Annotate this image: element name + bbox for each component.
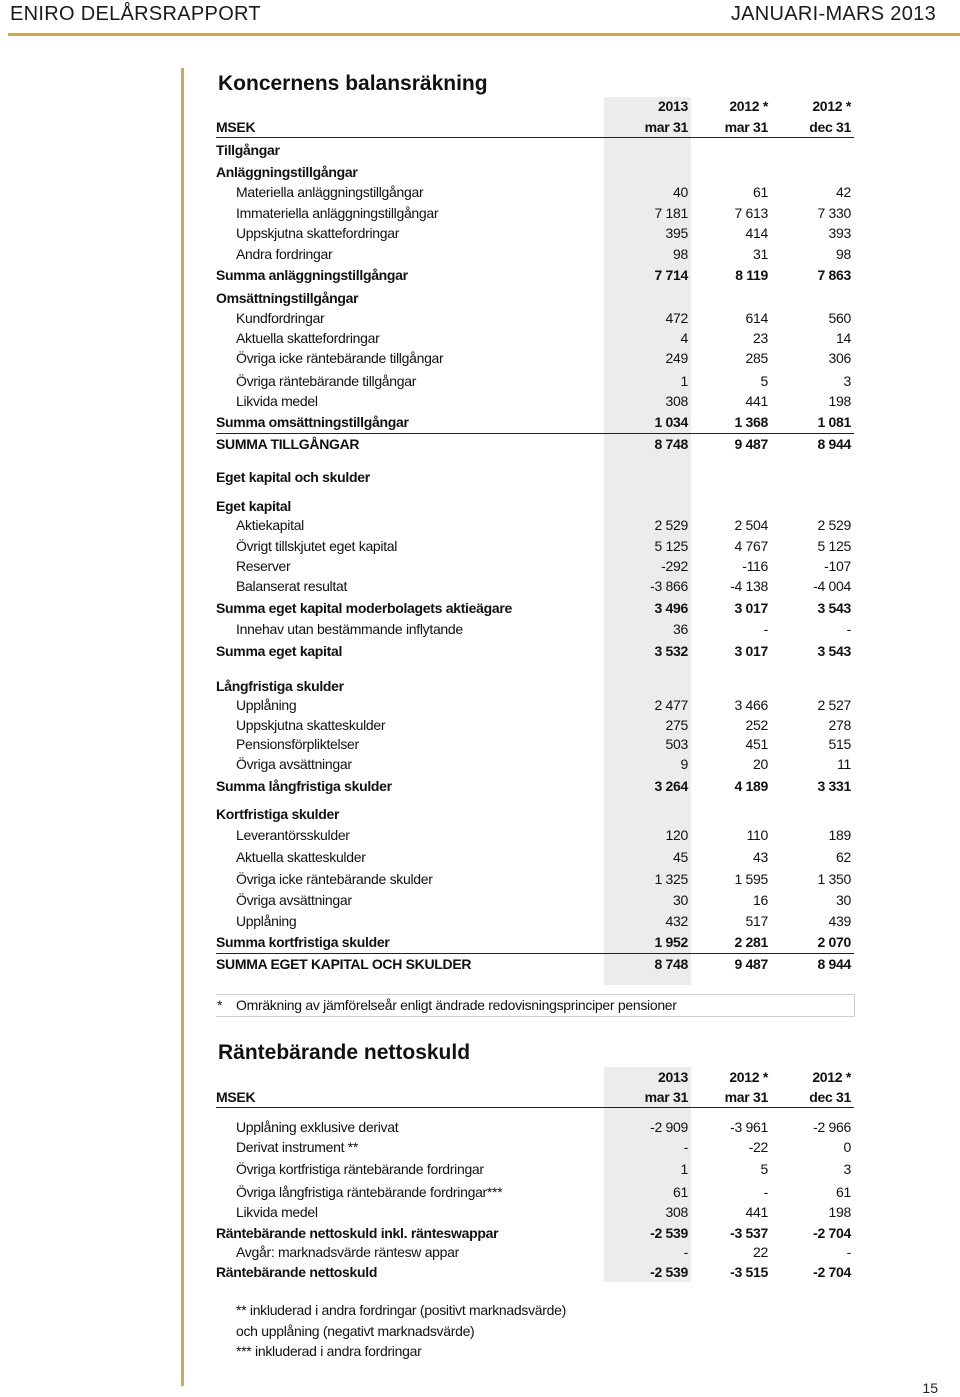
balance-row-label: Övriga icke räntebärande skulder	[236, 871, 433, 887]
balance-row	[216, 372, 856, 391]
balance-row	[216, 557, 856, 576]
debt-row-value-3: -2 966	[813, 1119, 851, 1135]
debt-row-label: Räntebärande nettoskuld	[216, 1264, 378, 1280]
debt-row-value-2: -3 961	[730, 1119, 768, 1135]
footnote-star: *	[217, 997, 223, 1013]
balance-row-value-2: 20	[753, 756, 768, 772]
balance-row-value-1: 3 532	[654, 643, 688, 659]
debt-row-value-1: -2 539	[650, 1264, 688, 1280]
balance-row-value-3: 189	[828, 827, 851, 843]
balance-row	[216, 204, 856, 223]
balance-row	[216, 468, 856, 487]
debt-row-value-2: -3 537	[730, 1225, 768, 1241]
balance-row-label: Likvida medel	[236, 393, 318, 409]
debt-col-year-3: 2012 *	[812, 1069, 851, 1085]
balance-row-value-3: 1 081	[817, 414, 851, 430]
balance-row-value-3: 306	[828, 350, 851, 366]
balance-row-value-3: 1 350	[817, 871, 851, 887]
page-header	[0, 0, 960, 36]
debt-column-date-row	[216, 1088, 856, 1107]
balance-row-value-3: 8 944	[817, 956, 851, 972]
debt-column-year-row	[216, 1068, 856, 1087]
balance-row-value-1: 1 952	[654, 934, 688, 950]
balance-row	[216, 392, 856, 411]
balance-row-value-3: 2 070	[817, 934, 851, 950]
debt-row	[216, 1183, 856, 1202]
balance-row-value-3: 439	[828, 913, 851, 929]
balance-row-value-1: 1 034	[654, 414, 688, 430]
balance-row-value-2: -4 138	[730, 578, 768, 594]
balance-row	[216, 413, 856, 432]
col-year-2: 2012 *	[729, 98, 768, 114]
debt-row-value-2: -	[763, 1184, 768, 1200]
balance-row	[216, 642, 856, 661]
balance-row-value-2: 252	[745, 717, 768, 733]
balance-row-value-3: 2 529	[817, 517, 851, 533]
debt-row-value-3: -2 704	[813, 1225, 851, 1241]
balance-row-label: SUMMA TILLGÅNGAR	[216, 436, 360, 452]
balance-row	[216, 912, 856, 931]
balance-row-value-1: 2 529	[654, 517, 688, 533]
balance-row-label: Eget kapital och skulder	[216, 469, 370, 485]
balance-row-label: SUMMA EGET KAPITAL OCH SKULDER	[216, 956, 472, 972]
balance-row	[216, 777, 856, 796]
debt-row	[216, 1203, 856, 1222]
balance-row-value-2: 9 487	[734, 436, 768, 452]
balance-row-value-3: 8 944	[817, 436, 851, 452]
debt-row-label: Likvida medel	[236, 1204, 318, 1220]
balance-row-value-1: 2 477	[654, 697, 688, 713]
balance-row-label: Långfristiga skulder	[216, 678, 344, 694]
balance-row-value-1: 308	[665, 393, 688, 409]
balance-row-value-2: 2 504	[734, 517, 768, 533]
balance-row-value-2: 2 281	[734, 934, 768, 950]
debt-row-value-1: -2 909	[650, 1119, 688, 1135]
balance-row-value-2: 414	[745, 225, 768, 241]
debt-row-value-3: 0	[843, 1139, 851, 1155]
balance-row-value-2: 4 189	[734, 778, 768, 794]
balance-row-value-1: 1 325	[654, 871, 688, 887]
balance-row-value-3: 42	[836, 184, 851, 200]
balance-row-value-1: 3 264	[654, 778, 688, 794]
balance-row-label: Immateriella anläggningstillgångar	[236, 205, 439, 221]
balance-row-value-1: 5 125	[654, 538, 688, 554]
balance-row-label: Övriga räntebärande tillgångar	[236, 373, 417, 389]
balance-sheet-title: Koncernens balansräkning	[218, 72, 488, 95]
debt-row	[216, 1118, 856, 1137]
balance-row	[216, 289, 856, 308]
debt-row-label: Räntebärande nettoskuld inkl. ränteswappar	[216, 1225, 499, 1241]
balance-row-label: Upplåning	[236, 697, 297, 713]
balance-row-value-1: -3 866	[650, 578, 688, 594]
balance-row-value-2: 8 119	[735, 267, 768, 283]
balance-row-label: Materiella anläggningstillgångar	[236, 184, 424, 200]
balance-row-value-3: 7 330	[817, 205, 851, 221]
total-liabilities-rule	[216, 953, 854, 954]
debt-row-value-1: 1	[680, 1161, 688, 1177]
debt-row-label: Upplåning exklusive derivat	[236, 1119, 399, 1135]
col-year-3: 2012 *	[812, 98, 851, 114]
balance-row	[216, 755, 856, 774]
balance-row	[216, 349, 856, 368]
balance-row-value-1: 432	[665, 913, 688, 929]
balance-row	[216, 224, 856, 243]
debt-row-value-3: 3	[843, 1161, 851, 1177]
balance-row-label: Summa långfristiga skulder	[216, 778, 392, 794]
balance-row-value-2: 3 017	[734, 600, 768, 616]
balance-row-value-3: 515	[828, 736, 851, 752]
balance-row-value-1: 249	[665, 350, 688, 366]
balance-row-value-1: 4	[680, 330, 688, 346]
balance-row-label: Anläggningstillgångar	[216, 164, 358, 180]
balance-row-value-1: 1	[680, 373, 688, 389]
debt-row-label: Övriga långfristiga räntebärande fordringar***	[236, 1184, 503, 1200]
balance-row-value-2: 4 767	[734, 538, 768, 554]
debt-row-value-2: -22	[748, 1139, 768, 1155]
balance-row-value-2: 3 017	[734, 643, 768, 659]
balance-row-value-3: 560	[828, 310, 851, 326]
balance-row	[216, 933, 856, 952]
balance-row	[216, 696, 856, 715]
debt-row-label: Derivat instrument **	[236, 1139, 359, 1155]
balance-row-value-3: 98	[836, 246, 851, 262]
balance-row-value-1: 9	[680, 756, 688, 772]
balance-row-value-3: 198	[828, 393, 851, 409]
balance-row-label: Summa kortfristiga skulder	[216, 934, 390, 950]
debt-row-value-3: 198	[828, 1204, 851, 1220]
balance-row	[216, 805, 856, 824]
balance-row-value-3: 62	[836, 849, 851, 865]
balance-row	[216, 245, 856, 264]
debt-row	[216, 1160, 856, 1179]
balance-row	[216, 826, 856, 845]
report-name: ENIRO DELÅRSRAPPORT	[10, 3, 261, 25]
balance-row	[216, 537, 856, 556]
page-number: 15	[922, 1380, 938, 1396]
balance-row	[216, 599, 856, 618]
balance-row-value-1: 7 181	[654, 205, 688, 221]
debt-footnote-2: och upplåning (negativt marknadsvärde)	[236, 1323, 475, 1339]
balance-row-value-3: 5 125	[817, 538, 851, 554]
balance-row-label: Balanserat resultat	[236, 578, 348, 594]
balance-row	[216, 848, 856, 867]
balance-row	[216, 677, 856, 696]
balance-row-label: Reserver	[236, 558, 291, 574]
balance-row-value-3: 3 543	[817, 600, 851, 616]
total-assets-rule	[216, 433, 854, 434]
balance-row	[216, 577, 856, 596]
debt-row-value-2: 22	[753, 1244, 768, 1260]
column-year-row	[216, 97, 856, 116]
balance-row-value-1: 503	[665, 736, 688, 752]
balance-row-value-3: 30	[836, 892, 851, 908]
balance-row-label: Summa anläggningstillgångar	[216, 267, 408, 283]
balance-row-label: Upplåning	[236, 913, 297, 929]
balance-row	[216, 183, 856, 202]
balance-row	[216, 163, 856, 182]
balance-row-value-2: -	[763, 621, 768, 637]
balance-row-label: Eget kapital	[216, 498, 291, 514]
balance-row-label: Leverantörsskulder	[236, 827, 350, 843]
balance-row-value-3: 2 527	[817, 697, 851, 713]
debt-row-value-1: -	[683, 1244, 688, 1260]
column-date-row	[216, 118, 856, 137]
debt-row-value-1: 61	[673, 1184, 688, 1200]
debt-col-date-2: mar 31	[724, 1089, 768, 1105]
balance-row-label: Summa eget kapital	[216, 643, 343, 659]
balance-row-value-3: 278	[828, 717, 851, 733]
balance-row-value-1: 8 748	[654, 436, 688, 452]
balance-row-value-2: 1 368	[734, 414, 768, 430]
balance-row-label: Övriga icke räntebärande tillgångar	[236, 350, 444, 366]
debt-row-label: Övriga kortfristiga räntebärande fordringar	[236, 1161, 484, 1177]
debt-row	[216, 1243, 856, 1262]
debt-row-value-1: -	[683, 1139, 688, 1155]
debt-row-value-2: 5	[760, 1161, 768, 1177]
balance-row-value-2: 517	[745, 913, 768, 929]
col-date-3: dec 31	[809, 119, 851, 135]
balance-row-value-1: 275	[665, 717, 688, 733]
balance-row	[216, 309, 856, 328]
balance-row-label: Summa omsättningstillgångar	[216, 414, 409, 430]
balance-row-value-2: 5	[760, 373, 768, 389]
balance-row-value-2: 110	[746, 827, 768, 843]
balance-row-value-3: 3 543	[817, 643, 851, 659]
balance-row-label: Aktuella skattefordringar	[236, 330, 380, 346]
balance-row-label: Tillgångar	[216, 142, 280, 158]
balance-row-value-1: 120	[665, 827, 688, 843]
balance-row	[216, 870, 856, 889]
debt-row-value-2: -3 515	[730, 1264, 768, 1280]
debt-footnote-1: ** inkluderad i andra fordringar (positivt marknadsvärde)	[236, 1302, 566, 1318]
balance-row	[216, 435, 856, 454]
balance-row-value-3: 7 863	[817, 267, 851, 283]
debt-col-year-2: 2012 *	[729, 1069, 768, 1085]
balance-row-label: Aktiekapital	[236, 517, 304, 533]
balance-row-label: Övriga avsättningar	[236, 756, 352, 772]
debt-row	[216, 1224, 856, 1243]
debt-footnote-3: *** inkluderad i andra fordringar	[236, 1343, 422, 1359]
balance-row-value-2: 614	[745, 310, 768, 326]
balance-row	[216, 329, 856, 348]
balance-row-value-1: -292	[661, 558, 688, 574]
balance-row-value-1: 7 714	[654, 267, 688, 283]
balance-row-value-3: 3	[843, 373, 851, 389]
balance-row-label: Pensionsförpliktelser	[236, 736, 359, 752]
balance-row-label: Övrigt tillskjutet eget kapital	[236, 538, 398, 554]
balance-row-value-3: -	[846, 621, 851, 637]
balance-row-value-2: -116	[742, 558, 768, 574]
balance-row-value-3: -107	[824, 558, 851, 574]
balance-row-value-3: 14	[836, 330, 851, 346]
balance-row-value-2: 1 595	[734, 871, 768, 887]
debt-header-rule	[216, 1107, 854, 1108]
balance-row-value-2: 43	[753, 849, 768, 865]
balance-row-label: Omsättningstillgångar	[216, 290, 359, 306]
balance-row	[216, 516, 856, 535]
balance-row-value-2: 7 613	[734, 205, 768, 221]
balance-row-value-2: 9 487	[734, 956, 768, 972]
balance-row-label: Aktuella skatteskulder	[236, 849, 366, 865]
balance-row-value-3: 393	[828, 225, 851, 241]
report-period: JANUARI-MARS 2013	[730, 3, 936, 25]
balance-row-value-2: 16	[753, 892, 768, 908]
balance-row-value-1: 45	[673, 849, 688, 865]
unit-label: MSEK	[216, 119, 256, 135]
balance-row-label: Summa eget kapital moderbolagets aktieägare	[216, 600, 512, 616]
balance-row-label: Kortfristiga skulder	[216, 806, 340, 822]
balance-row-value-1: 8 748	[654, 956, 688, 972]
balance-row-label: Kundfordringar	[236, 310, 325, 326]
margin-rule	[181, 68, 184, 1386]
debt-row-label: Avgår: marknadsvärde räntesw appar	[236, 1244, 459, 1260]
col-date-2: mar 31	[724, 119, 768, 135]
debt-row-value-1: 308	[665, 1204, 688, 1220]
balance-row-value-2: 31	[753, 246, 768, 262]
balance-row-label: Innehav utan bestämmande inflytande	[236, 621, 463, 637]
balance-row-value-1: 40	[673, 184, 688, 200]
balance-row-label: Övriga avsättningar	[236, 892, 352, 908]
balance-row-label: Uppskjutna skatteskulder	[236, 717, 386, 733]
balance-row-value-2: 441	[745, 393, 768, 409]
debt-unit-label: MSEK	[216, 1089, 256, 1105]
balance-row-value-3: 11	[837, 756, 851, 772]
debt-col-date-3: dec 31	[809, 1089, 851, 1105]
header-divider	[8, 33, 960, 36]
header-rule	[216, 137, 854, 138]
balance-row-value-1: 30	[673, 892, 688, 908]
balance-row-value-2: 3 466	[734, 697, 768, 713]
balance-row	[216, 735, 856, 754]
debt-row	[216, 1138, 856, 1157]
balance-row-value-1: 395	[665, 225, 688, 241]
balance-row-label: Uppskjutna skattefordringar	[236, 225, 400, 241]
debt-row-value-3: -2 704	[813, 1264, 851, 1280]
debt-row-value-1: -2 539	[650, 1225, 688, 1241]
debt-col-date-1: mar 31	[644, 1089, 688, 1105]
col-year-1: 2013	[658, 98, 688, 114]
balance-row-value-3: -4 004	[813, 578, 851, 594]
col-date-1: mar 31	[644, 119, 688, 135]
balance-row-value-1: 36	[673, 621, 688, 637]
debt-row-value-2: 441	[745, 1204, 768, 1220]
net-debt-title: Räntebärande nettoskuld	[218, 1041, 471, 1064]
balance-row-value-1: 3 496	[654, 600, 688, 616]
debt-col-year-1: 2013	[658, 1069, 688, 1085]
balance-row-value-3: 3 331	[817, 778, 851, 794]
balance-row	[216, 497, 856, 516]
debt-row	[216, 1263, 856, 1282]
balance-row-value-2: 61	[753, 184, 768, 200]
balance-row-value-1: 472	[665, 310, 688, 326]
debt-row-value-3: 61	[836, 1184, 851, 1200]
footnote-text: Omräkning av jämförelseår enligt ändrade redovisningsprinciper pensioner	[236, 997, 677, 1013]
balance-row-value-2: 285	[745, 350, 768, 366]
balance-row	[216, 891, 856, 910]
balance-row-value-1: 98	[673, 246, 688, 262]
debt-row-value-3: -	[846, 1244, 851, 1260]
balance-row	[216, 955, 856, 974]
balance-row	[216, 266, 856, 285]
balance-row	[216, 141, 856, 160]
balance-row-value-2: 23	[753, 330, 768, 346]
balance-row	[216, 620, 856, 639]
balance-row	[216, 716, 856, 735]
balance-row-value-2: 451	[745, 736, 768, 752]
balance-row-label: Andra fordringar	[236, 246, 333, 262]
